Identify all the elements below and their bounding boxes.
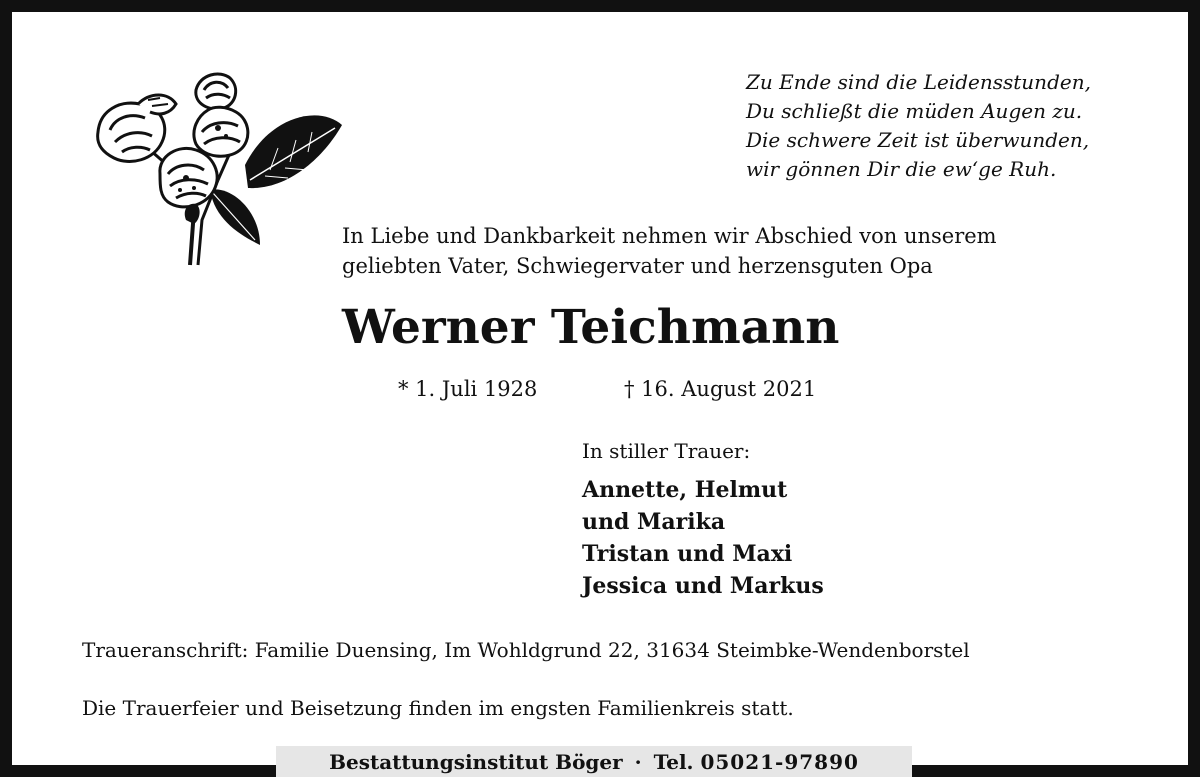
funeral-home-name: Bestattungsinstitut Böger (329, 749, 623, 774)
intro-line: In Liebe und Dankbarkeit nehmen wir Abschied von unserem (342, 224, 997, 248)
mourners-list (582, 474, 824, 602)
poem-line: Die schwere Zeit ist überwunden, (746, 128, 1090, 152)
mourner-name: Jessica und Markus (582, 573, 824, 599)
mourner-name: Tristan und Maxi (582, 541, 793, 567)
poem-line: Du schließt die müden Augen zu. (746, 99, 1083, 123)
phone-label: Tel. (653, 749, 694, 774)
poem (746, 68, 1166, 184)
ceremony-note: Die Trauerfeier und Beisetzung finden im engsten Familienkreis statt. (82, 696, 794, 720)
rose-branch-icon (90, 70, 348, 270)
mourning-label: In stiller Trauer: (582, 439, 751, 463)
poem-line: wir gönnen Dir die ew‘ge Ruh. (746, 157, 1057, 181)
phone-number: 05021-97890 (700, 749, 859, 774)
birth-date: * 1. Juli 1928 (398, 377, 538, 401)
mourner-name: und Marika (582, 509, 726, 535)
deceased-name: Werner Teichmann (342, 300, 840, 355)
intro-text (342, 221, 1062, 281)
funeral-home-footer (276, 746, 912, 777)
death-date: † 16. August 2021 (624, 377, 817, 401)
mourning-address: Traueranschrift: Familie Duensing, Im Wohldgrund 22, 31634 Steimbke-Wendenborstel (82, 638, 970, 662)
poem-line: Zu Ende sind die Leidensstunden, (746, 70, 1091, 94)
intro-line: geliebten Vater, Schwiegervater und herzensguten Opa (342, 254, 933, 278)
footer-separator: · (634, 749, 642, 774)
mourner-name: Annette, Helmut (582, 477, 788, 503)
